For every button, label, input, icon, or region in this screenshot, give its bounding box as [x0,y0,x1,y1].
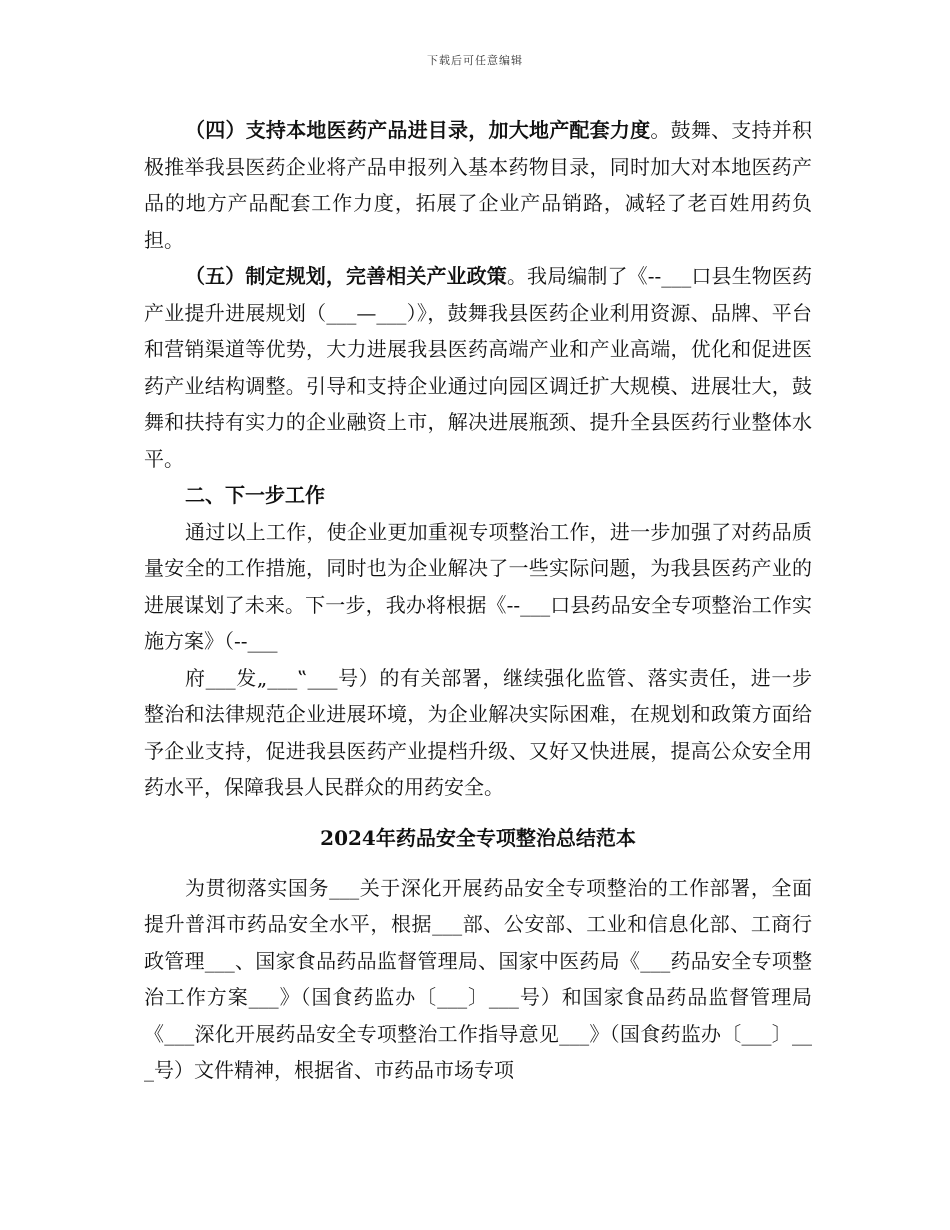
document-title: 2024年药品安全专项整治总结范本 [320,825,636,850]
paragraph-next-steps-2: 府___发„___‟___号）的有关部署，继续强化监管、落实责任，进一步整治和法律规范企业进展环境，为企业解决实际困难，在规划和政策方面给予企业支持，促进我县医药产业提档升级、又好又快进展，提高公众安全用药水平，保障我县人民群众的用药安全。 [144,665,812,799]
document-body [144,112,812,1089]
page-header: 下载后可任意编辑 [427,54,523,67]
paragraph-5-heading: （五）制定规划，完善相关产业政策 [185,264,507,288]
paragraph-5 [144,258,812,477]
paragraph-4-text: 。鼓舞、支持并积极推举我县医药企业将产品申报列入基本药物目录，同时加大对本地医药产品的地方产品配套工作力度，拓展了企业产品销路，减轻了老百姓用药负担。 [144,118,813,252]
paragraph-4 [144,112,812,258]
section-heading-next-steps: 二、下一步工作 [185,483,325,507]
paragraph-4-heading: （四）支持本地医药产品进目录，加大地产配套力度 [185,118,651,142]
paragraph-5-text: 。我局编制了《--___口县生物医药产业提升进展规划（___—___）》，鼓舞我县医药企业利用资源、品牌、平台和营销渠道等优势，大力进展我县医药高端产业和产业高端，优化和促进医药产业结构调整。引导和支持企业通过向园区调迁扩大规模、进展壮大，鼓舞和扶持有实力的企业融资上市，解决进展瓶颈、提升全县医药行业整体水平。 [144,264,813,471]
paragraph-next-steps-1: 通过以上工作，使企业更加重视专项整治工作，进一步加强了对药品质量安全的工作措施，同时也为企业解决了一些实际问题，为我县医药产业的进展谋划了未来。下一步，我办将根据《--___口县药品安全专项整治工作实施方案》（--___ [144,519,812,653]
paragraph-summary-1: 为贯彻落实国务___关于深化开展药品安全专项整治的工作部署，全面提升普洱市药品安全水平，根据___部、公安部、工业和信息化部、工商行政管理___、国家食品药品监督管理局、国家中医药局《___药品安全专项整治工作方案___》（国食药监办〔___〕___号）和国家食品药品监督管理局《___深化开展药品安全专项整治工作指导意见___》（国食药监办〔___〕___号）文件精神，根据省、市药品市场专项 [144,875,812,1082]
